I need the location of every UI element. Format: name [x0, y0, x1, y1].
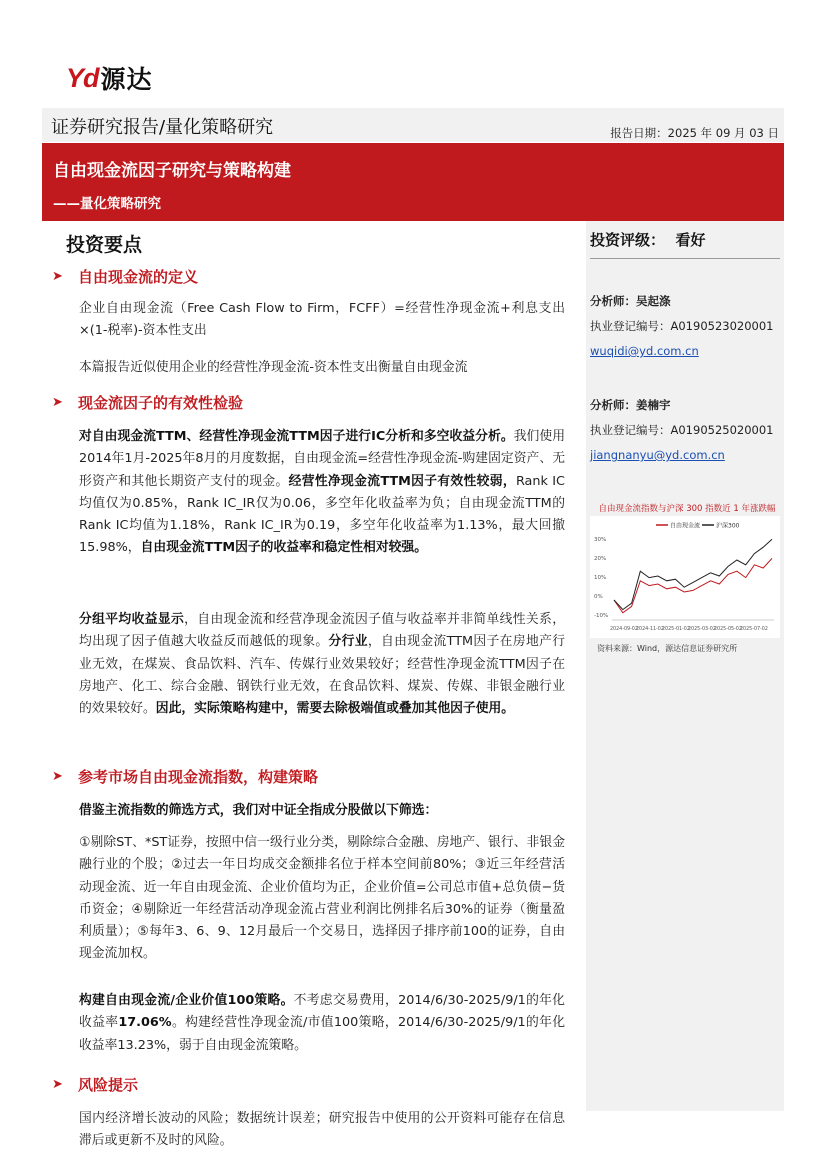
y-tick-label: 10%	[594, 575, 607, 581]
investment-rating	[590, 229, 705, 250]
arrow-icon: ➤	[52, 1077, 63, 1092]
paragraph: 本篇报告近似使用企业的经营性净现金流-资本性支出衡量自由现金流	[79, 360, 468, 375]
heading-text: 风险提示	[78, 1076, 139, 1094]
section-title: 投资要点	[66, 234, 143, 256]
chart-legend	[656, 522, 740, 530]
y-axis	[594, 537, 608, 619]
analyst-name: 分析师：姜楠宇	[590, 398, 671, 412]
paragraph: 企业自由现金流（Free Cash Flow to Firm，FCFF）=经营性净现金流+利息支出×(1-税率)-资本性支出	[79, 301, 565, 339]
highlight-heading	[52, 766, 318, 787]
bold-run: 自由现金流TTM因子的收益率和稳定性相对较强。	[140, 540, 428, 556]
text-run: ，自由现金流和经营净现金流因子值与收益率并非简单线性关系，均出现了因子值越大收益反而越低的现象。	[79, 612, 565, 650]
index-line-chart	[590, 516, 780, 638]
bold-run: 因此，实际策略构建中，需要去除极端值或叠加其他因子使用。	[155, 701, 515, 717]
bold-run: 17.06%	[118, 1015, 172, 1031]
arrow-icon: ➤	[52, 269, 63, 284]
x-tick-label: 2024-09-02	[610, 627, 638, 632]
text-run: 我们使用2014年1月-2025年8月的月度数据，自由现金流=经营性净现金流-购建固定资产、无形资产和其他长期资产支付的现金。	[79, 429, 565, 489]
series-line-1	[614, 558, 772, 612]
bold-run: 借鉴主流指数的筛选方式，我们对中证全指成分股做以下筛选：	[79, 803, 438, 818]
analyst-name: 分析师：吴起涤	[590, 294, 671, 308]
arrow-icon: ➤	[52, 769, 63, 784]
highlight-heading	[52, 392, 243, 413]
company-logo	[66, 62, 153, 94]
x-tick-label: 2025-03-02	[688, 627, 716, 632]
text-run: 。构建经营性净现金流/市值100策略，2014/6/30-2025/9/1的年化收益率13.23%，弱于自由现金流策略。	[79, 1015, 565, 1053]
text-run: 不考虑交易费用，2014/6/30-2025/9/1的年化收益率	[79, 993, 565, 1031]
y-tick-label: 20%	[594, 556, 607, 562]
bold-run: 分组平均收益显示	[79, 612, 185, 627]
bold-run: 对自由现金流TTM、经营性净现金流TTM因子进行IC分析和多空收益分析。	[79, 429, 514, 444]
highlight-heading	[52, 1074, 138, 1095]
chart-container	[590, 516, 780, 638]
report-category: 证券研究报告/量化策略研究	[51, 117, 274, 138]
heading-text: 现金流因子的有效性检验	[78, 394, 244, 412]
paragraph	[79, 426, 565, 560]
y-tick-label: 0%	[594, 594, 603, 600]
bold-run: 分行业	[328, 634, 368, 650]
chart-source: 资料来源：Wind，源达信息证券研究所	[597, 644, 738, 653]
y-tick-label: 30%	[594, 537, 607, 543]
bold-run: 经营性净现金流TTM因子有效性较弱，	[288, 473, 516, 489]
logo-text: 源达	[100, 65, 153, 94]
analyst-registration: 执业登记编号：A0190525020001	[590, 423, 774, 437]
paragraph	[79, 800, 565, 822]
divider	[590, 258, 780, 259]
report-date: 报告日期：2025 年 09 月 03 日	[610, 126, 779, 140]
paragraph: 国内经济增长波动的风险；数据统计误差；研究报告中使用的公开资料可能存在信息滞后或更新不及时的风险。	[79, 1111, 565, 1149]
legend-label: 自由现金流	[670, 522, 701, 530]
chart-title: 自由现金流指数与沪深 300 指数近 1 年涨跌幅	[598, 504, 776, 514]
report-title: 自由现金流因子研究与策略构建	[53, 161, 291, 181]
text-run: ，自由现金流TTM因子在房地产行业无效，在煤炭、食品饮料、汽车、传媒行业效果较好；经营性净现金流TTM因子在房地产、化工、综合金融、钢铁行业无效，在食品饮料、煤炭、传媒、非银金融行业的效果较好。	[79, 634, 565, 717]
y-tick-label: -10%	[594, 613, 609, 619]
x-tick-label: 2025-07-02	[740, 627, 768, 632]
text-run: Rank IC均值仅为0.85%，Rank IC_IR仅为0.06，多空年化收益率为负；自由现金流TTM的Rank IC均值为1.18%，Rank IC_IR为0.19，多空年化收益率为1.13%，最大回撤15.98%，	[79, 473, 565, 556]
arrow-icon: ➤	[52, 395, 63, 410]
analyst-email-link[interactable]: wuqidi@yd.com.cn	[590, 344, 699, 358]
highlight-heading	[52, 266, 198, 287]
x-tick-label: 2024-11-02	[636, 627, 664, 632]
analyst-registration: 执业登记编号：A0190523020001	[590, 319, 774, 333]
report-subtitle: ——量化策略研究	[53, 196, 161, 212]
heading-text: 参考市场自由现金流指数，构建策略	[78, 768, 319, 786]
x-axis	[610, 626, 768, 632]
paragraph	[79, 609, 565, 720]
legend-label: 沪深300	[716, 522, 740, 530]
chart-series-group	[614, 539, 772, 613]
heading-text: 自由现金流的定义	[78, 268, 199, 286]
x-tick-label: 2025-05-02	[714, 627, 742, 632]
logo-mark: Yd	[66, 62, 99, 93]
rating-value: 看好	[675, 231, 706, 249]
paragraph	[79, 990, 565, 1057]
x-tick-label: 2025-01-02	[662, 627, 690, 632]
rating-label: 投资评级：	[590, 231, 666, 249]
analyst-email-link[interactable]: jiangnanyu@yd.com.cn	[590, 448, 725, 462]
paragraph: ①剔除ST、*ST证券，按照中信一级行业分类，剔除综合金融、房地产、银行、非银金融行业的个股；②过去一年日均成交金额排名位于样本空间前80%；③近三年经营活动现金流、近一年自由现金流、企业价值均为正，企业价值=公司总市值+总负债−货币资金；④剔除近一年经营活动净现金流占营业利润比例排名后30%的证券（衡量盈利质量）；⑤每年3、6、9、12月最后一个交易日，选择因子排序前100的证券，自由现金流加权。	[79, 835, 565, 962]
bold-run: 构建自由现金流/企业价值100策略。	[79, 993, 294, 1008]
